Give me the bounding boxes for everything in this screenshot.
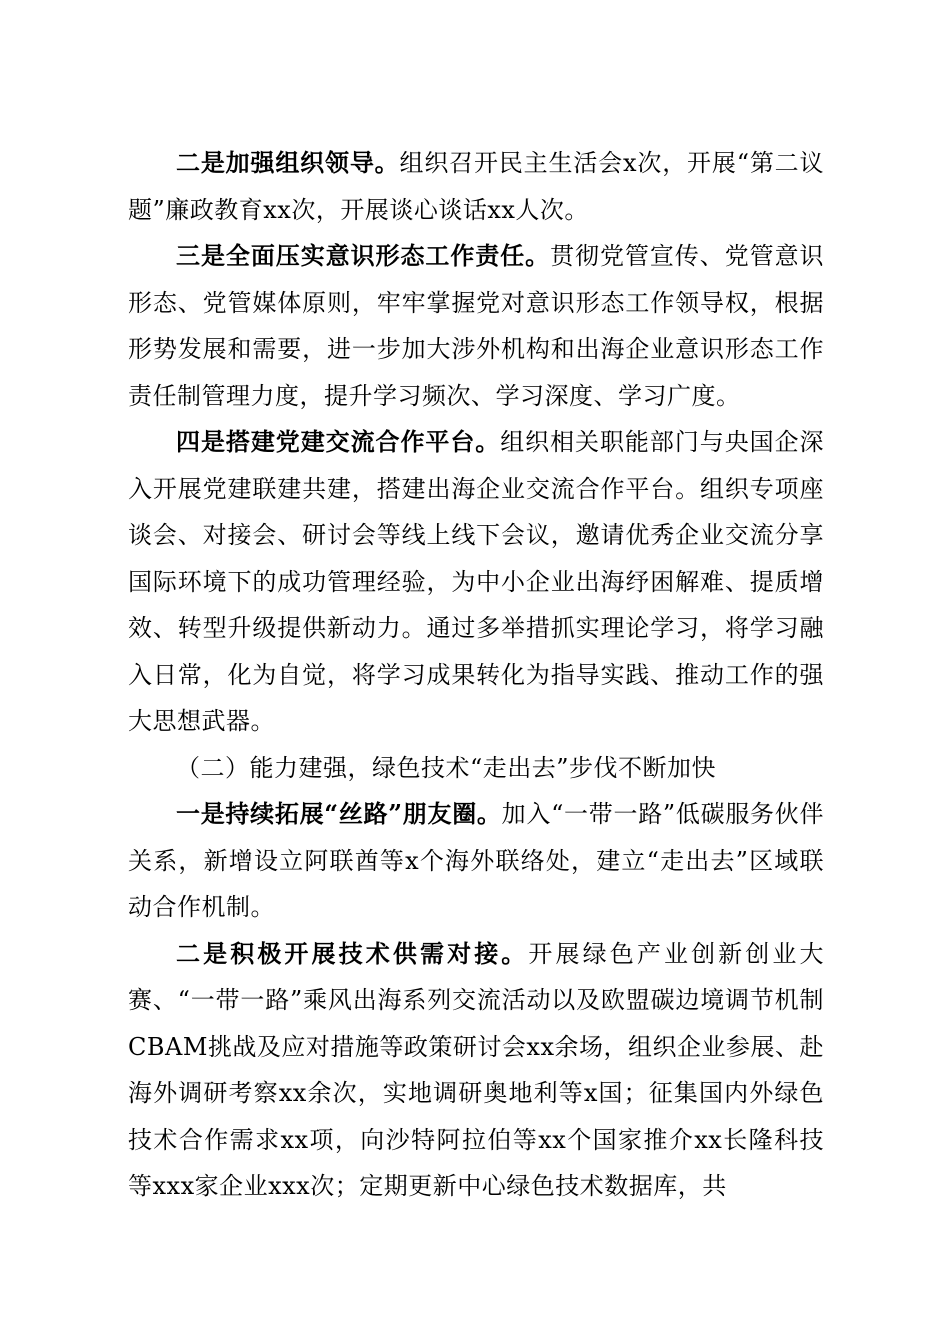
paragraph-body: 开展绿色产业创新创业大赛、“一带一路”乘风出海系列交流活动以及欧盟碳边境调节机制CBAM挑战及应对措施等政策研讨会xx余场，组织企业参展、赴海外调研考察xx余次，实地调研奥地利等x国；征集国内外绿色技术合作需求xx项，向沙特阿拉伯等xx个国家推介xx长隆科技等xxx家企业xxx次；定期更新中心绿色技术数据库，共 [128,939,825,1200]
paragraph-body: 加入“一带一路”低碳服务伙伴关系，新增设立阿联酋等x个海外联络处，建立“走出去”区域联动合作机制。 [128,800,824,921]
paragraph-body: 贯彻党管宣传、党管意识形态、党管媒体原则，牢牢掌握党对意识形态工作领导权，根据形势发展和需要，进一步加大涉外机构和出海企业意识形态工作责任制管理力度，提升学习频次、学习深度、学习广度。 [128,242,825,410]
section-heading: （二）能力建强，绿色技术“走出去”步伐不断加快 [176,753,717,782]
paragraph-silk-road-network [128,791,824,931]
paragraph-lead: 三是全面压实意识形态工作责任。 [176,241,551,270]
paragraph-organization-leadership [128,140,824,233]
paragraph-lead: 一是持续拓展“丝路”朋友圈。 [176,799,502,828]
paragraph-body: 组织相关职能部门与央国企深入开展党建联建共建，搭建出海企业交流合作平台。组织专项座谈会、对接会、研讨会等线上线下会议，邀请优秀企业交流分享国际环境下的成功管理经验，为中小企业出海纾困解难、提质增效、转型升级提供新动力。通过多举措抓实理论学习，将学习融入日常，化为自觉，将学习成果转化为指导实践、推动工作的强大思想武器。 [128,428,825,735]
paragraph-lead: 二是加强组织领导。 [176,148,400,177]
document-body [128,140,824,1210]
paragraph-party-building-platform [128,419,824,745]
paragraph-lead: 二是积极开展技术供需对接。 [176,938,529,968]
paragraph-technology-matching [128,931,824,1210]
paragraph-lead: 四是搭建党建交流合作平台。 [176,427,501,456]
paragraph-ideology-responsibility [128,233,824,419]
paragraph-body: 组织召开民主生活会x次，开展“第二议题”廉政教育xx次，开展谈心谈话xx人次。 [128,149,824,224]
